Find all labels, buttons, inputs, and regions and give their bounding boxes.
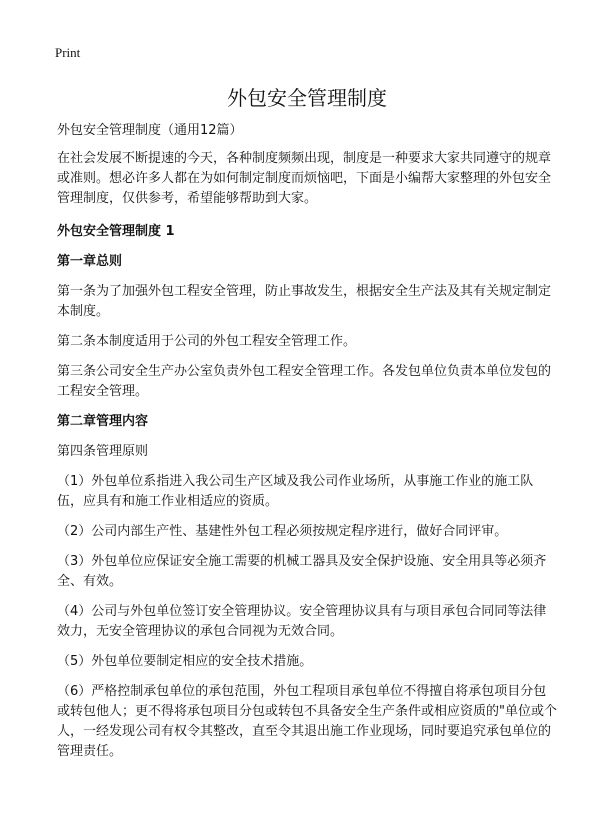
section-heading-1: 外包安全管理制度 1 [57, 224, 175, 239]
chapter-heading-2: 第二章管理内容 [57, 414, 149, 429]
article-3: 第三条公司安全生产办公室负责外包工程安全管理工作。各发包单位负责本单位发包的工程安全管理。 [57, 364, 552, 399]
article-2: 第二条本制度适用于公司的外包工程安全管理工作。 [57, 334, 357, 349]
chapter-heading-1: 第一章总则 [57, 254, 123, 269]
rule-item-2: （2）公司内部生产性、基建性外包工程必须按规定程序进行，做好合同评审。 [57, 524, 508, 539]
document-body [57, 149, 557, 772]
article-1: 第一条为了加强外包工程安全管理，防止事故发生，根据安全生产法及其有关规定制定本制度。 [57, 284, 552, 319]
document-subtitle: 外包安全管理制度（通用12篇） [57, 123, 243, 138]
rule-item-6: （6）严格控制承包单位的承包范围，外包工程项目承包单位不得擅自将承包项目分包或转包他人；更不得将承包项目分包或转包不具备安全生产条件或相应资质的"单位或个人，一经发现公司有权令其整改，直至令其退出施工作业现场，同时要追究承包单位的管理责任。 [57, 684, 557, 759]
article-4: 第四条管理原则 [57, 444, 149, 459]
rule-item-5: （5）外包单位要制定相应的安全技术措施。 [57, 654, 313, 669]
rule-item-3: （3）外包单位应保证安全施工需要的机械工器具及安全保护设施、安全用具等必须齐全、有效。 [57, 554, 547, 589]
rule-item-4: （4）公司与外包单位签订安全管理协议。安全管理协议具有与项目承包合同同等法律效力，无安全管理协议的承包合同视为无效合同。 [57, 604, 547, 639]
print-link[interactable]: Print [55, 45, 81, 60]
rule-item-1: （1）外包单位系指进入我公司生产区域及我公司作业场所，从事施工作业的施工队伍，应具有和施工作业相适应的资质。 [57, 474, 534, 509]
page-title: 外包安全管理制度 [227, 86, 387, 110]
intro-paragraph: 在社会发展不断提速的今天，各种制度频频出现，制度是一种要求大家共同遵守的规章或准则。想必许多人都在为如何制定制度而烦恼吧，下面是小编帮大家整理的外包安全管理制度，仅供参考，希望能够帮助到大家。 [57, 151, 552, 206]
